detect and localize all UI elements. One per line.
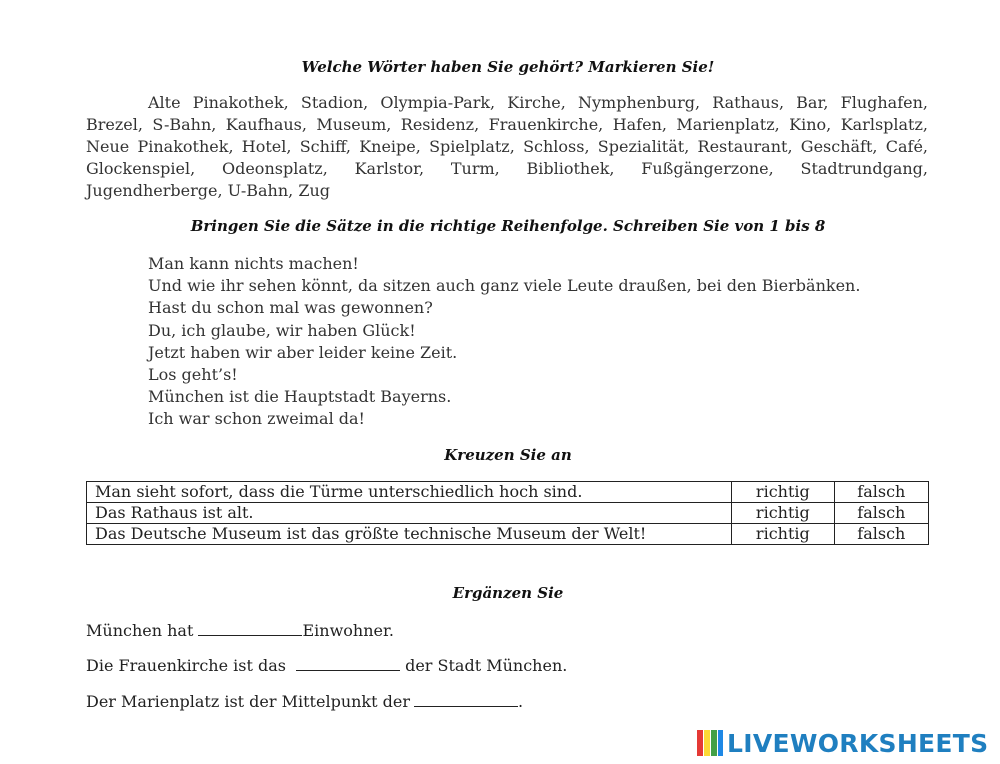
statement-cell: Das Rathaus ist alt. bbox=[87, 503, 732, 524]
blank-field[interactable] bbox=[296, 656, 400, 671]
sentence-item: Ich war schon zweimal da! bbox=[148, 409, 365, 429]
liveworksheets-logo-icon bbox=[697, 730, 723, 756]
blank-field[interactable] bbox=[414, 692, 518, 707]
statement-cell: Man sieht sofort, dass die Türme unterschiedlich hoch sind. bbox=[87, 482, 732, 503]
sentence-item: Und wie ihr sehen könnt, da sitzen auch ganz viele Leute draußen, bei den Bierbänken. bbox=[148, 276, 861, 296]
section-heading-order: Bringen Sie die Sätze in die richtige Reihenfolge. Schreiben Sie von 1 bis 8 bbox=[190, 217, 826, 235]
fill-text-before: Die Frauenkirche ist das bbox=[86, 656, 292, 675]
sentence-item: Hast du schon mal was gewonnen? bbox=[148, 298, 433, 318]
section-heading-words: Welche Wörter haben Sie gehört? Markieren Sie! bbox=[301, 58, 715, 76]
fill-in-sentence bbox=[86, 621, 394, 640]
fill-in-sentence bbox=[86, 692, 523, 711]
table-row bbox=[87, 503, 929, 524]
sentence-item: Los geht’s! bbox=[148, 365, 238, 385]
falsch-option[interactable]: falsch bbox=[834, 482, 928, 503]
sentence-item: Du, ich glaube, wir haben Glück! bbox=[148, 320, 416, 340]
section-heading-true-false: Kreuzen Sie an bbox=[444, 446, 572, 464]
statement-cell: Das Deutsche Museum ist das größte technische Museum der Welt! bbox=[87, 524, 732, 545]
true-false-table bbox=[86, 481, 929, 545]
fill-text-before: Der Marienplatz ist der Mittelpunkt der bbox=[86, 692, 410, 711]
fill-text-after: Einwohner. bbox=[302, 621, 394, 640]
fill-text-before: München hat bbox=[86, 621, 199, 640]
fill-in-sentence bbox=[86, 656, 567, 675]
word-list: Alte Pinakothek, Stadion, Olympia-Park, Kirche, Nymphenburg, Rathaus, Bar, Flughafen, Brezel, S-Bahn, Kaufhaus, Museum, Residenz, Frauenkirche, Hafen, Marienplatz, Kino, Karlsplatz, Neue Pinakothek, Hotel, Schiff, Kneipe, Spielplatz, Schloss, Spezialität, Restaurant, Geschäft, Café, Glockenspiel, Odeonsplatz, Karlstor, Turm, Bibliothek, Fußgängerzone, Stadtrundgang, Jugendherberge, U-Bahn, Zug bbox=[86, 93, 928, 200]
sentence-list bbox=[148, 253, 860, 431]
fill-text-after: . bbox=[518, 692, 524, 711]
table-row bbox=[87, 482, 929, 503]
richtig-option[interactable]: richtig bbox=[732, 524, 835, 545]
falsch-option[interactable]: falsch bbox=[834, 503, 928, 524]
liveworksheets-brand bbox=[697, 730, 988, 756]
falsch-option[interactable]: falsch bbox=[834, 524, 928, 545]
sentence-item: München ist die Hauptstadt Bayerns. bbox=[148, 387, 452, 407]
section-heading-fill-in: Ergänzen Sie bbox=[452, 584, 564, 602]
blank-field[interactable] bbox=[198, 621, 302, 636]
sentence-item: Man kann nichts machen! bbox=[148, 254, 359, 273]
sentence-item: Jetzt haben wir aber leider keine Zeit. bbox=[148, 342, 458, 362]
brand-name: LIVEWORKSHEETS bbox=[727, 728, 989, 758]
richtig-option[interactable]: richtig bbox=[732, 503, 835, 524]
richtig-option[interactable]: richtig bbox=[732, 482, 835, 503]
table-row bbox=[87, 524, 929, 545]
fill-text-after: der Stadt München. bbox=[405, 656, 568, 675]
